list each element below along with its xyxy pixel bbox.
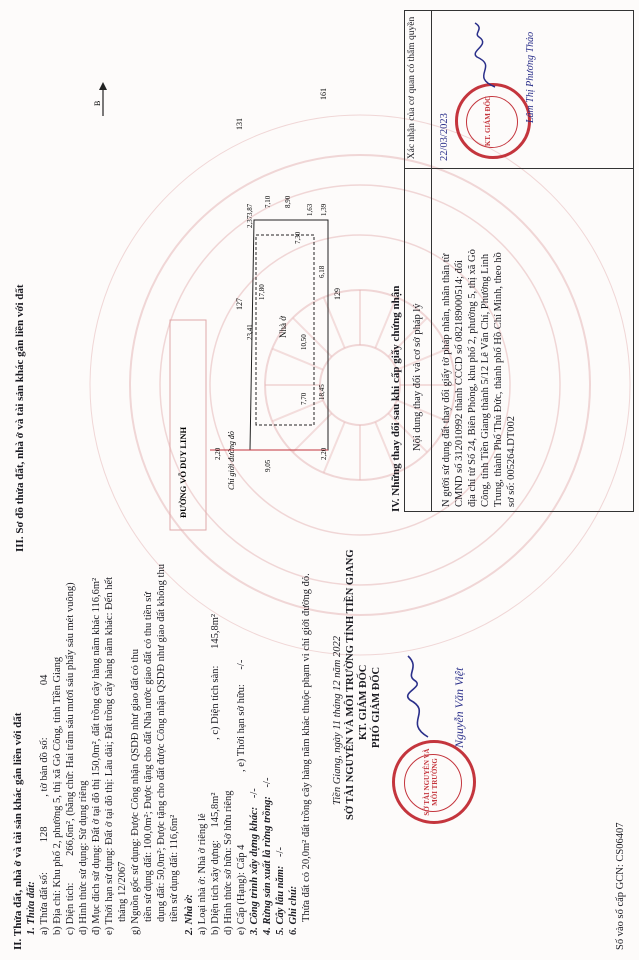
confirm-red-stamp: [455, 83, 531, 159]
dim-14: 1,63: [306, 203, 314, 216]
change-entry-line-1: N gười sử dụng đất thay đổi giấy tờ pháp nhân, nhân thân từ: [441, 253, 452, 507]
parcel-diagram: [130, 0, 342, 600]
confirm-signer-name: Lâm Thị Phương Thảo: [525, 31, 536, 123]
deputy-director-title: PHÓ GIÁM ĐỐC: [371, 666, 382, 748]
dim-12: 3,87: [246, 203, 254, 216]
floor-area-value: 145,8m²: [210, 613, 221, 649]
house-subheading: 2. Nhà ở:: [184, 894, 195, 935]
dim-3: 9,05: [264, 459, 272, 472]
confirm-signature: [465, 21, 505, 91]
changes-confirm-header: Xác nhận của cơ quan có thẩm quyền: [407, 16, 417, 160]
stamp-text: SỞ TÀI NGUYÊN VÀ MÔI TRƯỜNG: [423, 748, 439, 816]
dim-8: 18,45: [318, 384, 326, 400]
use-term-line-2: tháng 12/2067: [117, 861, 128, 922]
neighbor-127: 127: [235, 298, 244, 310]
perennial-label: 5. Cây lâu năm:: [275, 865, 286, 935]
origin-line-2: tiền sử dụng đất: 100,0m²; Được tặng cho đất Nhà nước giao đất có thu tiền sử: [143, 591, 154, 922]
use-form-line: d) Hình thức sử dụng: Sử dụng riêng: [78, 780, 89, 935]
issuing-authority: SỞ TÀI NGUYÊN VÀ MÔI TRƯỜNG TỈNH TIỀN GIANG: [345, 549, 356, 820]
note-text: Thửa đất có 20,0m² đất trồng cây hàng năm khác thuộc phạm vi chỉ giới đường đỏ.: [301, 573, 312, 922]
house-type-line: a) Loại nhà ở: Nhà ở riêng lẻ: [197, 813, 208, 935]
dim-10: 8,90: [284, 195, 292, 208]
section-iv-heading: IV. Những thay đổi sau khi cấp giấy chứng nhận: [390, 285, 402, 512]
house-label: Nhà ở: [278, 315, 288, 338]
dim-6: 7,70: [300, 392, 308, 405]
dim-2: 2,20: [320, 447, 328, 460]
area-row: [65, 582, 77, 935]
change-entry-line-5: Trung, thành Phố Thủ Đức, thành phố Hồ Chí Minh, theo hồ: [493, 252, 504, 507]
parcel-label: a) Thửa đất số:: [39, 872, 50, 935]
ownership-form-line: d) Hình thức sở hữu: Sở hữu riêng: [223, 790, 234, 935]
origin-line-4: tiền sử dụng đất: 116,6m²: [169, 814, 180, 922]
other-works-label: 3. Công trình xây dựng khác:: [249, 806, 260, 935]
change-entry-line-4: Công, tỉnh Tiền Giang thành 5/12 Lê Văn Chí, Phường Linh: [480, 253, 491, 507]
ownership-term-value: -/-: [236, 659, 247, 670]
map-value: 04: [39, 674, 50, 686]
gcn-register-number: Số vào sổ cấp GCN: CS06407: [615, 822, 626, 950]
dim-11: 2,37: [246, 215, 254, 228]
forest-label: 4. Rừng sản xuất là rừng trồng:: [262, 796, 273, 935]
confirm-stamp-text: KT. GIÁM ĐỐC: [484, 95, 492, 147]
neighbor-129: 129: [333, 288, 342, 300]
dim-4: 23,41: [246, 324, 254, 340]
road-name: ĐƯỜNG VÕ DUY LINH: [178, 426, 188, 518]
perennial-row: [275, 847, 287, 935]
signer-name: Nguyễn Văn Việt: [452, 667, 466, 748]
area-label: c) Diện tích:: [65, 882, 76, 935]
parcel-number-row: [39, 675, 51, 935]
official-red-stamp: [392, 740, 476, 824]
changes-table: [404, 10, 634, 512]
dim-15: 6,18: [318, 265, 326, 278]
origin-line-3: dụng đất: 50,0m²; Được tặng cho đất được Công nhận QSDĐ như giao đất không thu: [156, 564, 167, 922]
parcel-outline: [210, 220, 328, 450]
road-strip: [170, 320, 206, 530]
parcel-value: 128: [39, 826, 50, 843]
section-ii-heading: II. Thửa đất, nhà ở và tài sản khác gắn liền với đất: [12, 712, 24, 950]
perennial-value: -/-: [275, 847, 286, 857]
kt-director: KT. GIÁM ĐỐC: [358, 664, 369, 740]
director-signature: [398, 652, 438, 742]
north-letter: B: [93, 100, 102, 106]
dim-13: 7,30: [294, 231, 302, 244]
forest-row: [262, 778, 274, 935]
dim-7: 10,50: [300, 334, 308, 350]
road-note: Chỉ giới đường đỏ: [227, 431, 236, 490]
changes-content-header: Nội dung thay đổi và cơ sở pháp lý: [412, 303, 423, 451]
land-subheading: 1. Thửa đất:: [26, 881, 37, 935]
building-area-value: 145,8m²: [210, 792, 221, 828]
neighbor-131: 131: [235, 118, 244, 130]
other-works-row: [249, 788, 261, 935]
section-iii-heading: III. Sơ đồ thửa đất, nhà ở và tài sản khác gắn liền với đất: [14, 284, 26, 552]
building-area-label: b) Diện tích xây dựng:: [210, 840, 221, 935]
ownership-term-label: , e) Thời hạn sở hữu:: [236, 684, 247, 772]
floor-area-label: , c) Diện tích sàn:: [210, 665, 221, 740]
area-value: 266,6m², (bằng chữ: Hai trăm sáu mươi sáu phẩy sáu mét vuông): [65, 582, 76, 856]
other-works-value: -/-: [249, 788, 260, 799]
dim-5: 17,80: [258, 284, 266, 300]
forest-value: -/-: [262, 777, 273, 788]
dim-16: 1,39: [320, 203, 328, 216]
origin-line-1: g) Nguồn gốc sử dụng: Được Công nhận QSDĐ như giao đất có thu: [130, 649, 141, 935]
note-heading: 6. Ghi chú:: [288, 885, 299, 935]
building-area-row: [210, 614, 222, 935]
confirm-date: 22/03/2023: [439, 113, 450, 161]
issue-date: Tiền Giang, ngày 11 tháng 12 năm 2022: [332, 636, 343, 805]
map-label: , tờ bản đồ số:: [39, 737, 50, 797]
north-arrow: [88, 80, 118, 120]
grade-row: [236, 660, 248, 935]
use-term-line: e) Thời hạn sử dụng: Đất ở tại đô thị: Lâu dài; Đất trồng cây hàng năm khác: Đến hết: [104, 576, 115, 935]
change-entry-line-3: địa chỉ từ Số 24, Biên Phòng, khu phố 2, phường 5, thị xã Gò: [467, 249, 478, 507]
dim-1: 2,20: [214, 447, 222, 460]
change-entry-line-2: CMND số 312010992 thành CCCD số 082189000514; đổi: [454, 259, 465, 507]
change-entry-line-6: sơ số: 005264.DT002: [506, 415, 517, 507]
dim-9: 7,10: [264, 195, 272, 208]
address-line: b) Địa chỉ: Khu phố 2, phường 5, thị xã Gò Công, tỉnh Tiền Giang: [52, 656, 63, 935]
grade-label: e) Cấp (Hạng): Cấp 4: [236, 844, 247, 935]
use-purpose-line: đ) Mục đích sử dụng: Đất ở tại đô thị 150,0m², đất trồng cây hàng năm khác 116,6m²: [91, 577, 102, 935]
neighbor-161: 161: [319, 88, 328, 100]
